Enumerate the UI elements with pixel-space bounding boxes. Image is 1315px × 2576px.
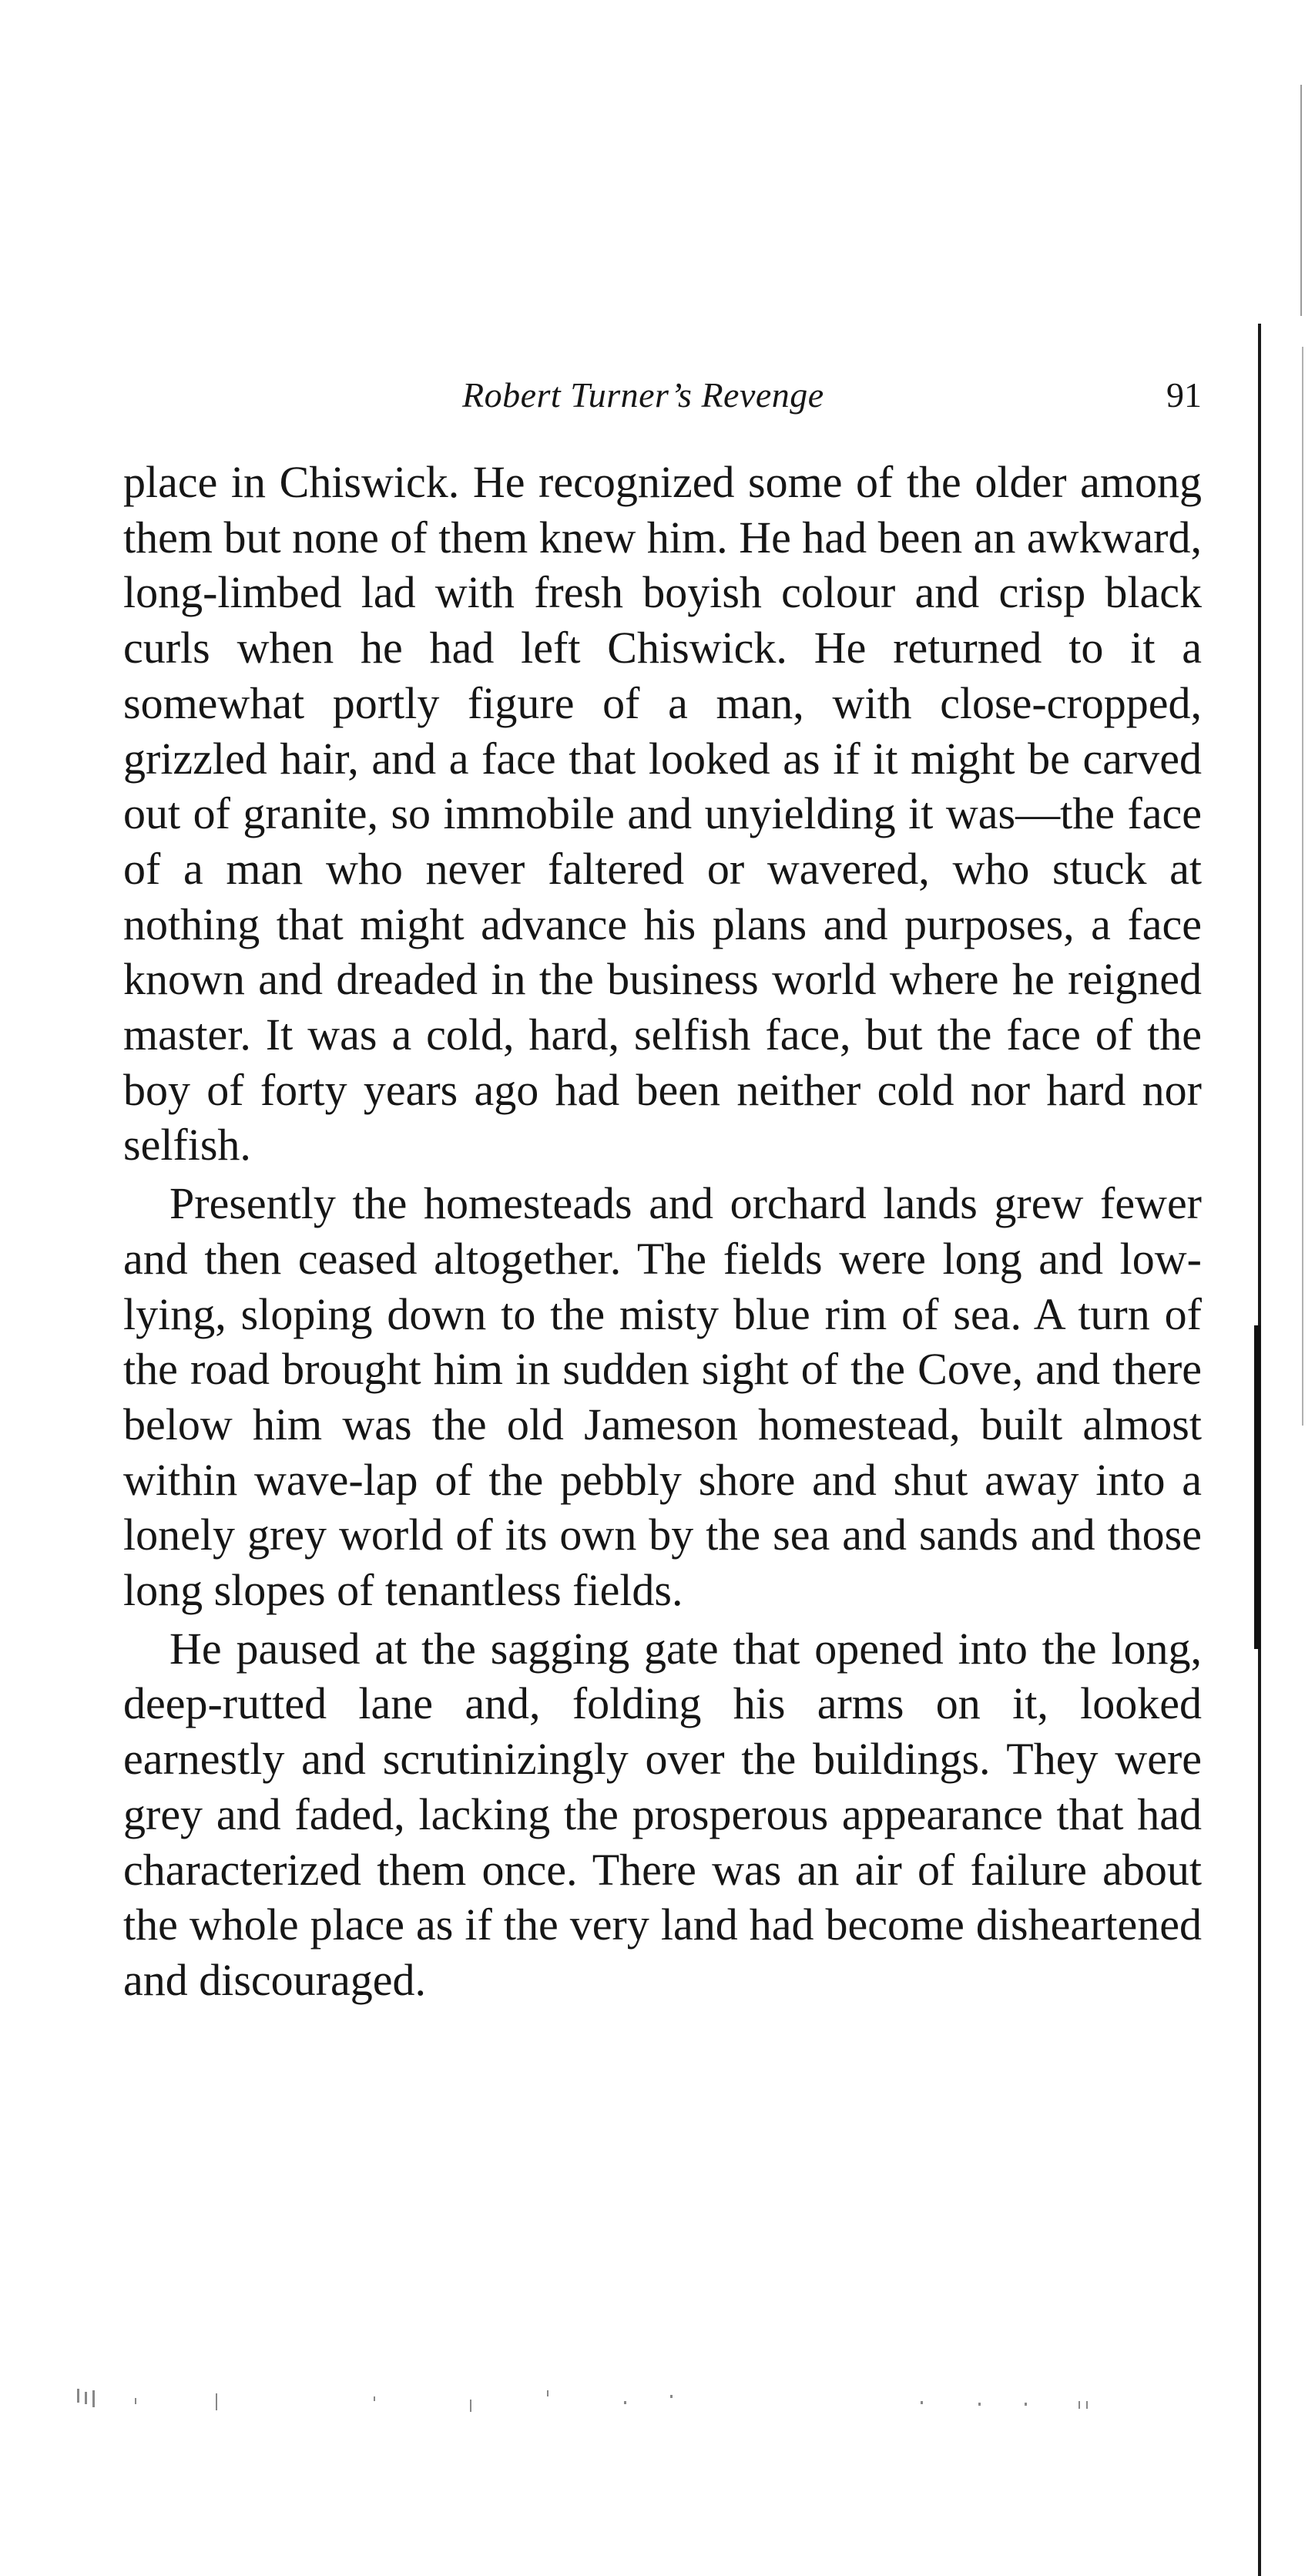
running-title: Robert Turner’s Revenge: [462, 375, 824, 415]
scan-speck: [670, 2395, 673, 2398]
paragraph-2: Presently the homesteads and orchard lands grew fewer and then ceased altogether. The fields were long and low-lying, sloping down to the misty blue rim of sea. A turn of the road brought him in sudden sight of the Cove, and there below him was the old Jameson homestead, built almost within wave-lap of the pebbly shore and shut away into a lonely grey world of its own by the sea and sands and those long slopes of tenantless fields.: [123, 1178, 1202, 1616]
scan-speck: [85, 2392, 87, 2404]
scan-speck: [1079, 2401, 1080, 2409]
running-head: [123, 368, 1202, 422]
binding-shadow-fine-top: [1300, 85, 1302, 316]
scan-speck: [92, 2390, 95, 2407]
body-text: [123, 455, 1202, 2008]
scan-speck: [470, 2400, 471, 2412]
page-number: 91: [1166, 375, 1202, 415]
scan-specks: [77, 2389, 1117, 2420]
scan-speck: [1025, 2403, 1027, 2406]
paragraph-3: He paused at the sagging gate that opened into the long, deep-rutted lane and, folding his arms on it, looked earnestly and scrutinizingly over the buildings. They were grey and faded, lacking the prosperous appearance that had characterized them once. There was an air of failure about the whole place as if the very land had become disheartened and discouraged.: [123, 1623, 1202, 2005]
scan-speck: [216, 2393, 217, 2410]
paragraph-1: place in Chiswick. He recognized some of the older among them but none of them knew him. He had been an awkward, long-limbed lad with fresh boyish colour and crisp black curls when he had left Chiswick. He returned to it a somewhat portly figure of a man, with close-cropped, grizzled hair, and a face that looked as if it might be carved out of granite, so immobile and unyielding it was—the face of a man who never faltered or wavered, who stuck at nothing that might advance his plans and purposes, a face known and dreaded in the business world where he reigned master. It was a cold, hard, selfish face, but the face of the boy of forty years ago had been neither cold nor hard nor selfish.: [123, 457, 1202, 1170]
scan-speck: [547, 2390, 548, 2396]
binding-shadow-thick: [1254, 1325, 1260, 1649]
scan-speck: [978, 2403, 981, 2406]
scan-speck: [374, 2396, 375, 2401]
scan-speck: [1086, 2401, 1088, 2409]
binding-shadow-fine: [1302, 347, 1303, 1426]
scan-speck: [921, 2401, 923, 2404]
scan-speck: [135, 2398, 136, 2404]
scan-speck: [77, 2389, 79, 2403]
scan-speck: [624, 2401, 626, 2404]
